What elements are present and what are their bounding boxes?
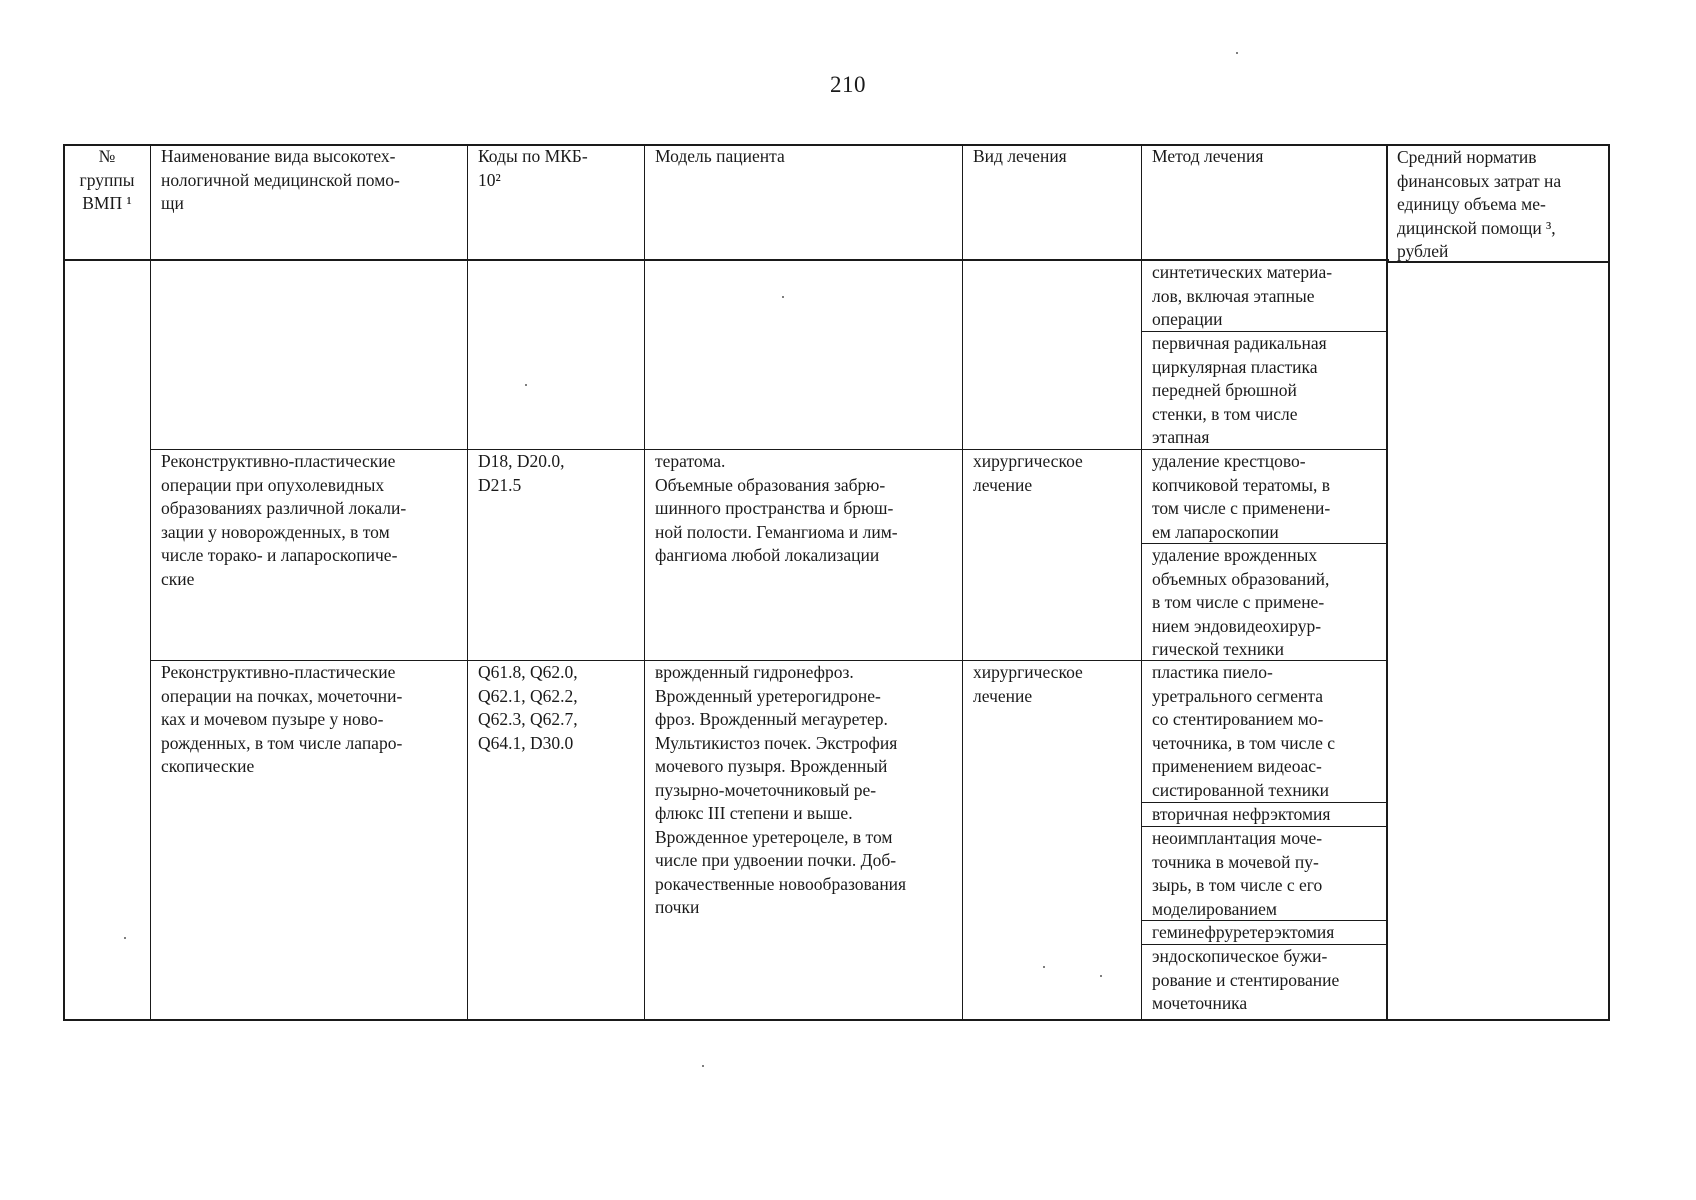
col-border-4 xyxy=(962,144,963,1021)
row-1-patient-model: тератома. Объемные образования забрю- шинного пространства и брюш- ной полости. Гемангиома и лим- фангиома любой локализации xyxy=(655,451,898,565)
header-treatment-type: Вид лечения xyxy=(973,146,1067,166)
scan-speck xyxy=(1100,975,1102,977)
scan-speck xyxy=(124,937,126,939)
row-1-method-2: удаление врожденных объемных образований, в том числе с примене- нием эндовидеохирур- гической техники xyxy=(1152,545,1330,659)
row-1-name: Реконструктивно-пластические операции при опухолевидных образованиях различной локали- зации у новорожденных, в том числе торако- и лапароскопиче- ские xyxy=(161,451,407,589)
method-continued-1: синтетических материа- лов, включая этапные операции xyxy=(1152,262,1333,329)
scan-speck xyxy=(1236,52,1238,54)
method-continued-2: первичная радикальная циркулярная пластика передней брюшной стенки, в том числе этапная xyxy=(1152,333,1327,447)
scan-speck xyxy=(525,384,527,386)
header-name: Наименование вида высокотех- нологичной медицинской помо- щи xyxy=(161,146,400,213)
row-2-treatment-type: хирургическое лечение xyxy=(973,662,1083,706)
row-2-codes: Q61.8, Q62.0, Q62.1, Q62.2, Q62.3, Q62.7, Q64.1, D30.0 xyxy=(478,662,578,753)
header-treatment-method: Метод лечения xyxy=(1152,146,1264,166)
header-group-no: № группы ВМП ¹ xyxy=(79,146,135,213)
page-number: 210 xyxy=(830,72,866,97)
row-2-method-2: вторичная нефрэктомия xyxy=(1152,804,1331,824)
row-2-method-3: неоимплантация моче- точника в мочевой пу- зырь, в том числе с его моделированием xyxy=(1152,828,1323,919)
col-border-left xyxy=(63,144,65,1021)
col-border-6 xyxy=(1386,144,1388,1021)
scan-speck xyxy=(782,296,784,298)
row-2-method-5: эндоскопическое бужи- рование и стентирование мочеточника xyxy=(1152,946,1340,1013)
col-border-5 xyxy=(1141,144,1142,1021)
table-bottom-border xyxy=(63,1019,1610,1021)
row-1-method-1: удаление крестцово- копчиковой тератомы, в том числе с применени- ем лапароскопии xyxy=(1152,451,1331,542)
row-2-method-4: геминефруретерэктомия xyxy=(1152,922,1335,942)
header-cost: Средний норматив финансовых затрат на единицу объема ме- дицинской помощи ³, рублей xyxy=(1397,147,1562,261)
header-codes: Коды по МКБ- 10² xyxy=(478,146,588,190)
scan-speck xyxy=(1043,966,1045,968)
row-1-treatment-type: хирургическое лечение xyxy=(973,451,1083,495)
row-1-codes: D18, D20.0, D21.5 xyxy=(478,451,565,495)
col-border-1 xyxy=(150,144,151,1021)
header-patient-model: Модель пациента xyxy=(655,146,785,166)
scan-speck xyxy=(702,1065,704,1067)
row-2-method-1: пластика пиело- уретрального сегмента со стентированием мо- четочника, в том числе с применением видеоас- систированной техники xyxy=(1152,662,1336,800)
col-border-2 xyxy=(467,144,468,1021)
row-2-patient-model: врожденный гидронефроз. Врожденный уретерогидроне- фроз. Врожденный мегауретер. Мультикистоз почек. Экстрофия мочевого пузыря. Врожденный пузырно-мочеточниковый ре- флюкс III степени и выше. Врожденное уретероцеле, в том числе при удвоении почки. Доб- рокачественные новообразования почки xyxy=(655,662,907,917)
col-border-right xyxy=(1608,144,1610,1021)
col-border-3 xyxy=(644,144,645,1021)
row-2-name: Реконструктивно-пластические операции на почках, мочеточни- ках и мочевом пузыре у ново- рожденных, в том числе лапаро- скопические xyxy=(161,662,403,776)
